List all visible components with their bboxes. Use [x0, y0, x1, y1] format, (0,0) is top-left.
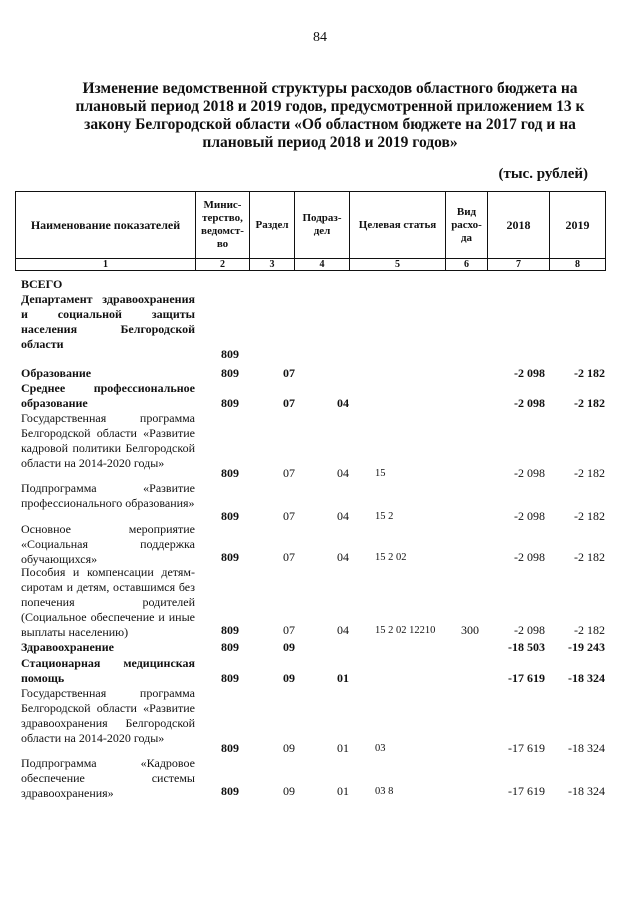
header-section: Раздел: [250, 192, 295, 259]
row-name: Подпрограмма «Развитие профессионального образования»: [21, 481, 195, 510]
row-name: ВСЕГО: [21, 277, 63, 291]
row-section: 07: [283, 550, 295, 564]
row-subsection: 01: [337, 671, 349, 685]
row-subsection: 04: [337, 396, 349, 410]
row-section: 07: [283, 623, 295, 637]
column-number: 2: [196, 259, 250, 271]
row-2018: -17 619: [508, 784, 545, 798]
row-ministry: 809: [221, 509, 239, 523]
row-section: 07: [283, 509, 295, 523]
row-2019: -2 182: [574, 550, 605, 564]
row-target: 03 8: [375, 786, 394, 797]
row-2019: -2 182: [574, 396, 605, 410]
row-2019: -18 324: [568, 671, 605, 685]
row-subsection: 04: [337, 623, 349, 637]
row-name: Государственная программа Белгородской области «Развитие здравоохранения Белгородской области на 2014-2020 годы»: [21, 686, 195, 745]
row-section: 07: [283, 466, 295, 480]
row-expense-type: 300: [461, 623, 479, 637]
row-ministry: 809: [221, 623, 239, 637]
column-number: 7: [488, 259, 550, 271]
header-expense-type: Вид расхо-да: [446, 192, 488, 259]
row-name: Стационарная медицинская помощь: [21, 656, 195, 685]
table-header: [15, 191, 606, 271]
row-2019: -19 243: [568, 640, 605, 654]
row-ministry: 809: [221, 741, 239, 755]
row-subsection: 04: [337, 466, 349, 480]
header-2018: 2018: [488, 192, 550, 259]
row-2018: -18 503: [508, 640, 545, 654]
column-number: 5: [350, 259, 446, 271]
row-name: Здравоохранение: [21, 640, 114, 654]
title-line: Изменение ведомственной структуры расходов областного бюджета на: [82, 80, 578, 97]
title-line: плановый период 2018 и 2019 годов, предусмотренной приложением 13 к: [75, 98, 585, 115]
row-subsection: 04: [337, 509, 349, 523]
header-target: Целевая статья: [350, 192, 446, 259]
row-name: Департамент здравоохранения и социальной защиты населения Белгородской области: [21, 292, 195, 351]
row-ministry: 809: [221, 671, 239, 685]
row-name: Образование: [21, 366, 92, 380]
row-ministry: 809: [221, 347, 239, 361]
row-2018: -2 098: [514, 550, 545, 564]
units-label: (тыс. рублей): [498, 166, 588, 182]
row-2019: -2 182: [574, 466, 605, 480]
row-target: 03: [375, 743, 386, 754]
row-2019: -2 182: [574, 509, 605, 523]
row-name: Государственная программа Белгородской области «Развитие кадровой политики Белгородской области на 2014-2020 годы»: [21, 411, 195, 470]
row-2018: -2 098: [514, 396, 545, 410]
column-number: 4: [295, 259, 350, 271]
row-name: Подпрограмма «Кадровое обеспечение системы здравоохранения»: [21, 756, 195, 800]
row-section: 07: [283, 396, 295, 410]
header-subsection: Подраз-дел: [295, 192, 350, 259]
document-title: [60, 80, 600, 152]
title-line: закону Белгородской области «Об областном бюджете на 2017 год и на: [84, 116, 576, 133]
header-ministry: Минис-терство, ведомст-во: [196, 192, 250, 259]
row-2019: -18 324: [568, 784, 605, 798]
row-subsection: 04: [337, 550, 349, 564]
row-ministry: 809: [221, 466, 239, 480]
row-ministry: 809: [221, 396, 239, 410]
row-subsection: 01: [337, 784, 349, 798]
row-2019: -2 182: [574, 366, 605, 380]
row-section: 09: [283, 640, 295, 654]
row-ministry: 809: [221, 550, 239, 564]
row-ministry: 809: [221, 366, 239, 380]
row-2018: -2 098: [514, 623, 545, 637]
row-ministry: 809: [221, 784, 239, 798]
row-ministry: 809: [221, 640, 239, 654]
row-2018: -2 098: [514, 366, 545, 380]
row-2018: -17 619: [508, 741, 545, 755]
row-2018: -2 098: [514, 509, 545, 523]
row-name: Среднее профессиональное образование: [21, 381, 195, 410]
row-name: Пособия и компенсации детям-сиротам и детям, оставшимся без попечения родителей (Социальное обеспечение и иные выплаты населению): [21, 565, 195, 639]
row-subsection: 01: [337, 741, 349, 755]
row-target: 15 2: [375, 511, 394, 522]
row-section: 07: [283, 366, 295, 380]
row-target: 15 2 02: [375, 552, 407, 563]
row-2018: -17 619: [508, 671, 545, 685]
title-line: плановый период 2018 и 2019 годов»: [202, 134, 458, 151]
row-2019: -2 182: [574, 623, 605, 637]
row-target: 15: [375, 468, 386, 479]
header-name: Наименование показателей: [16, 192, 196, 259]
row-section: 09: [283, 741, 295, 755]
page-number: 84: [313, 30, 327, 45]
column-number: 1: [16, 259, 196, 271]
header-2019: 2019: [550, 192, 606, 259]
row-target: 15 2 02 12210: [375, 625, 436, 636]
column-number: 6: [446, 259, 488, 271]
column-number: 8: [550, 259, 606, 271]
row-name: Основное мероприятие «Социальная поддержка обучающихся»: [21, 522, 195, 566]
row-section: 09: [283, 671, 295, 685]
row-2018: -2 098: [514, 466, 545, 480]
column-number: 3: [250, 259, 295, 271]
row-2019: -18 324: [568, 741, 605, 755]
row-section: 09: [283, 784, 295, 798]
